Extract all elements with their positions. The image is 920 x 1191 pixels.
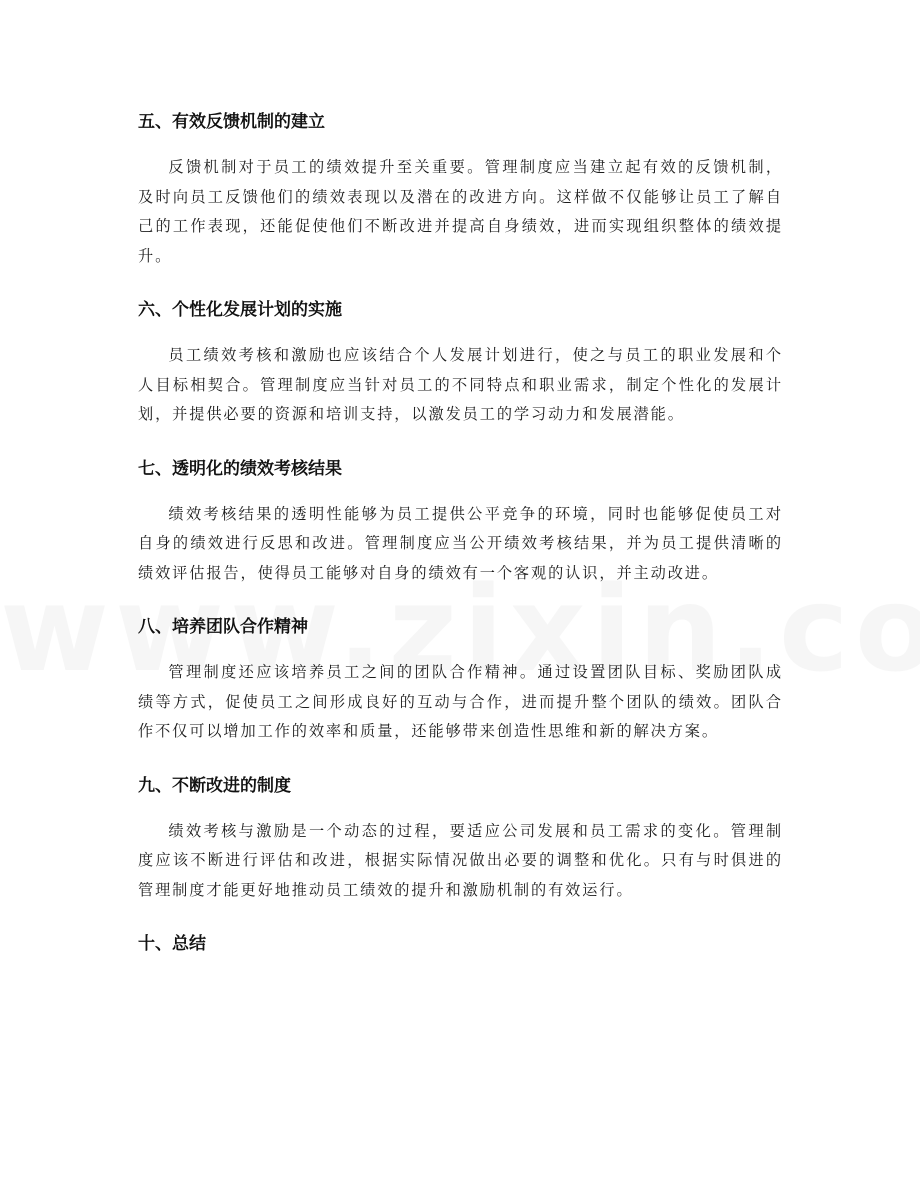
section-paragraph: 员工绩效考核和激励也应该结合个人发展计划进行，使之与员工的职业发展和个人目标相契合。管理制度应当针对员工的不同特点和职业需求，制定个性化的发展计划，并提供必要的资源和培训支持，以激发员工的学习动力和发展潜能。 xyxy=(138,346,783,423)
section-8 xyxy=(138,608,783,747)
section-heading: 十、总结 xyxy=(138,934,206,954)
section-10 xyxy=(138,925,783,963)
section-heading: 七、透明化的绩效考核结果 xyxy=(138,458,342,479)
section-paragraph: 绩效考核与激励是一个动态的过程，要适应公司发展和员工需求的变化。管理制度应该不断进行评估和改进，根据实际情况做出必要的调整和优化。只有与时俱进的管理制度才能更好地推动员工绩效的提升和激励机制的有效运行。 xyxy=(138,821,783,899)
section-paragraph: 管理制度还应该培养员工之间的团队合作精神。通过设置团队目标、奖励团队成绩等方式，促使员工之间形成良好的互动与合作，进而提升整个团队的绩效。团队合作不仅可以增加工作的效率和质量，还能够带来创造性思维和新的解决方案。 xyxy=(138,663,783,740)
section-7 xyxy=(138,450,783,589)
section-9 xyxy=(138,767,783,906)
section-heading: 六、个性化发展计划的实施 xyxy=(138,300,342,320)
section-heading: 五、有效反馈机制的建立 xyxy=(138,112,325,132)
section-6 xyxy=(138,291,783,430)
section-heading: 九、不断改进的制度 xyxy=(138,775,291,796)
section-paragraph: 反馈机制对于员工的绩效提升至关重要。管理制度应当建立起有效的反馈机制，及时向员工反馈他们的绩效表现以及潜在的改进方向。这样做不仅能够让员工了解自己的工作表现，还能促使他们不断改进并提高自身绩效，进而实现组织整体的绩效提升。 xyxy=(138,158,783,265)
section-5 xyxy=(138,103,783,271)
section-paragraph: 绩效考核结果的透明性能够为员工提供公平竞争的环境，同时也能够促使员工对自身的绩效进行反思和改进。管理制度应当公开绩效考核结果，并为员工提供清晰的绩效评估报告，使得员工能够对自身的绩效有一个客观的认识，并主动改进。 xyxy=(138,504,783,582)
section-heading: 八、培养团队合作精神 xyxy=(138,617,308,637)
document-content xyxy=(138,103,783,975)
